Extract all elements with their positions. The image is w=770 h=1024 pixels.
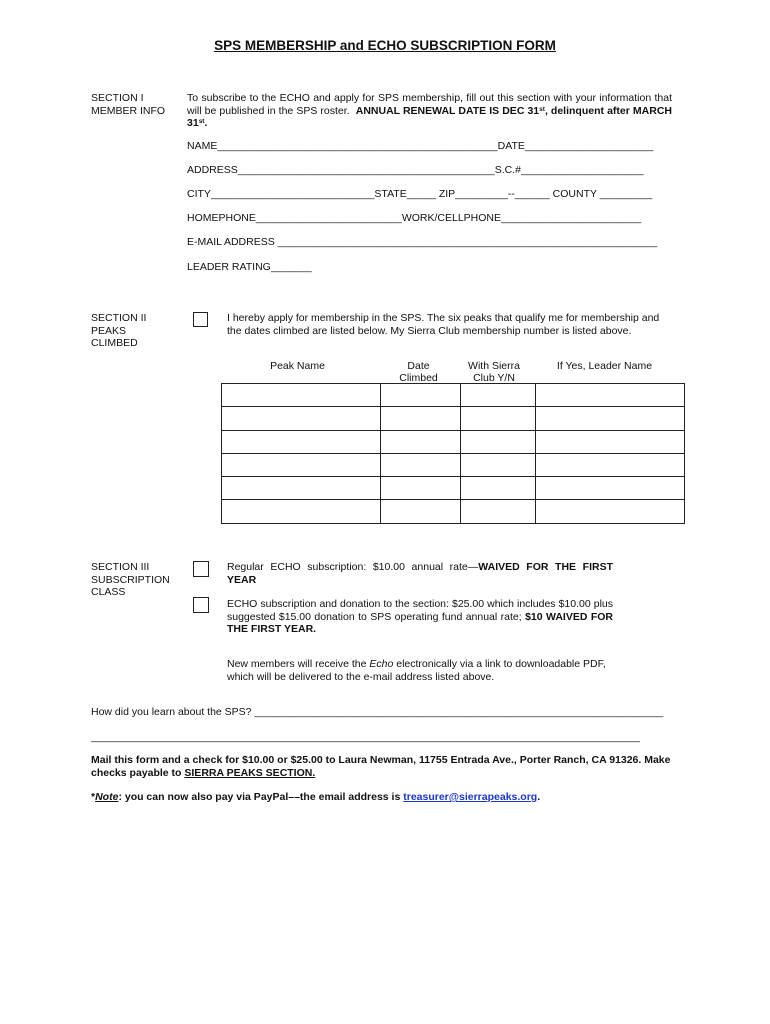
form-title: SPS MEMBERSHIP and ECHO SUBSCRIPTION FORM xyxy=(214,38,556,53)
sierra-club-cell[interactable] xyxy=(461,500,536,523)
leader-rating-field[interactable]: LEADER RATING_______ xyxy=(187,261,312,273)
payee-name: SIERRA PEAKS SECTION. xyxy=(184,767,316,779)
col-date-line2: Climbed xyxy=(399,372,438,384)
renewal-notice: ANNUAL RENEWAL DATE IS DEC 31st, delinquent after MARCH 31st. xyxy=(187,104,672,129)
table-row xyxy=(222,430,685,453)
sierra-club-cell[interactable] xyxy=(461,407,536,430)
peak-name-cell[interactable] xyxy=(222,430,381,453)
city-state-zip-county-field[interactable]: CITY____________________________STATE_____ ZIP_________--______ COUNTY _________ xyxy=(187,188,653,200)
date-climbed-cell[interactable] xyxy=(381,500,461,523)
section-2-label xyxy=(91,312,181,350)
peaks-table xyxy=(221,383,685,524)
section-2-label-line2: PEAKS xyxy=(91,324,127,337)
table-row xyxy=(222,453,685,476)
leader-name-cell[interactable] xyxy=(536,430,685,453)
col-leader-name: If Yes, Leader Name xyxy=(556,360,653,372)
table-row xyxy=(222,477,685,500)
phone-field[interactable]: HOMEPHONE_________________________WORK/CELLPHONE________________________ xyxy=(187,212,642,224)
option-1-text: Regular ECHO subscription: $10.00 annual rate—WAIVED FOR THE FIRST YEAR xyxy=(227,561,613,586)
sierra-club-cell[interactable] xyxy=(461,430,536,453)
peak-name-cell[interactable] xyxy=(222,453,381,476)
peak-name-cell[interactable] xyxy=(222,477,381,500)
col-sierra-line2: Club Y/N xyxy=(473,372,515,384)
section-3-label xyxy=(91,561,181,599)
how-learn-line-2[interactable]: ______________________________________________________________________________________________ xyxy=(91,731,640,743)
col-date-climbed xyxy=(381,360,456,384)
section-2-label-line3: CLIMBED xyxy=(91,337,138,349)
col-sierra-club xyxy=(458,360,530,384)
peak-name-cell[interactable] xyxy=(222,384,381,407)
donation-subscription-checkbox[interactable] xyxy=(193,597,209,613)
new-members-note: New members will receive the Echo electronically via a link to downloadable PDF, which will be delivered to the e-mail address listed above. xyxy=(227,658,606,683)
table-row xyxy=(222,384,685,407)
section-1-label-line2: MEMBER INFO xyxy=(91,104,166,117)
option-2-text: ECHO subscription and donation to the section: $25.00 which includes $10.00 plus suggested $15.00 donation to SPS operating fund annual rate; $10 WAIVED FOR THE FIRST YEAR. xyxy=(227,598,613,635)
leader-name-cell[interactable] xyxy=(536,384,685,407)
apply-text: I hereby apply for membership in the SPS. The six peaks that qualify me for membership and the dates climbed are listed below. My Sierra Club membership number is listed above. xyxy=(227,312,660,337)
section-3-label-line3: CLASS xyxy=(91,586,126,598)
col-sierra-line1: With Sierra xyxy=(468,360,520,372)
regular-subscription-checkbox[interactable] xyxy=(193,561,209,577)
table-row xyxy=(222,407,685,430)
date-climbed-cell[interactable] xyxy=(381,477,461,500)
date-climbed-cell[interactable] xyxy=(381,384,461,407)
section-1-label xyxy=(91,92,181,117)
apply-membership-checkbox[interactable] xyxy=(193,312,208,327)
peak-name-cell[interactable] xyxy=(222,500,381,523)
date-climbed-cell[interactable] xyxy=(381,430,461,453)
address-sc-field[interactable]: ADDRESS____________________________________________S.C.#_____________________ xyxy=(187,164,644,176)
date-climbed-cell[interactable] xyxy=(381,407,461,430)
mail-instructions: Mail this form and a check for $10.00 or $25.00 to Laura Newman, 11755 Entrada Ave., Porter Ranch, CA 91326. Make checks payable to SIERRA PEAKS SECTION. xyxy=(91,754,671,779)
section-1-label-line1: SECTION I xyxy=(91,92,144,104)
section-1-intro xyxy=(187,92,672,130)
table-row xyxy=(222,500,685,523)
col-peak-name: Peak Name xyxy=(270,360,325,372)
leader-name-cell[interactable] xyxy=(536,500,685,523)
how-learn-field[interactable]: How did you learn about the SPS? ______________________________________________________________________ xyxy=(91,706,664,718)
sierra-club-cell[interactable] xyxy=(461,384,536,407)
date-climbed-cell[interactable] xyxy=(381,453,461,476)
section-3-label-line2: SUBSCRIPTION xyxy=(91,573,170,586)
leader-name-cell[interactable] xyxy=(536,453,685,476)
email-field[interactable]: E-MAIL ADDRESS _________________________________________________________________ xyxy=(187,236,658,248)
peak-name-cell[interactable] xyxy=(222,407,381,430)
sierra-club-cell[interactable] xyxy=(461,453,536,476)
section-3-label-line1: SECTION III xyxy=(91,561,150,573)
paypal-note: *Note: you can now also pay via PayPal––the email address is treasurer@sierrapeaks.org. xyxy=(91,791,541,803)
col-date-line1: Date xyxy=(407,360,430,372)
sierra-club-cell[interactable] xyxy=(461,477,536,500)
name-date-field[interactable]: NAME________________________________________________DATE______________________ xyxy=(187,140,654,152)
leader-name-cell[interactable] xyxy=(536,407,685,430)
section-2-label-line1: SECTION II xyxy=(91,312,147,324)
treasurer-email-link[interactable]: treasurer@sierrapeaks.org xyxy=(403,791,538,803)
intro-text: To subscribe to the ECHO and apply for SPS membership, fill out this section with your information that will be published in the SPS roster. xyxy=(187,92,672,117)
leader-name-cell[interactable] xyxy=(536,477,685,500)
